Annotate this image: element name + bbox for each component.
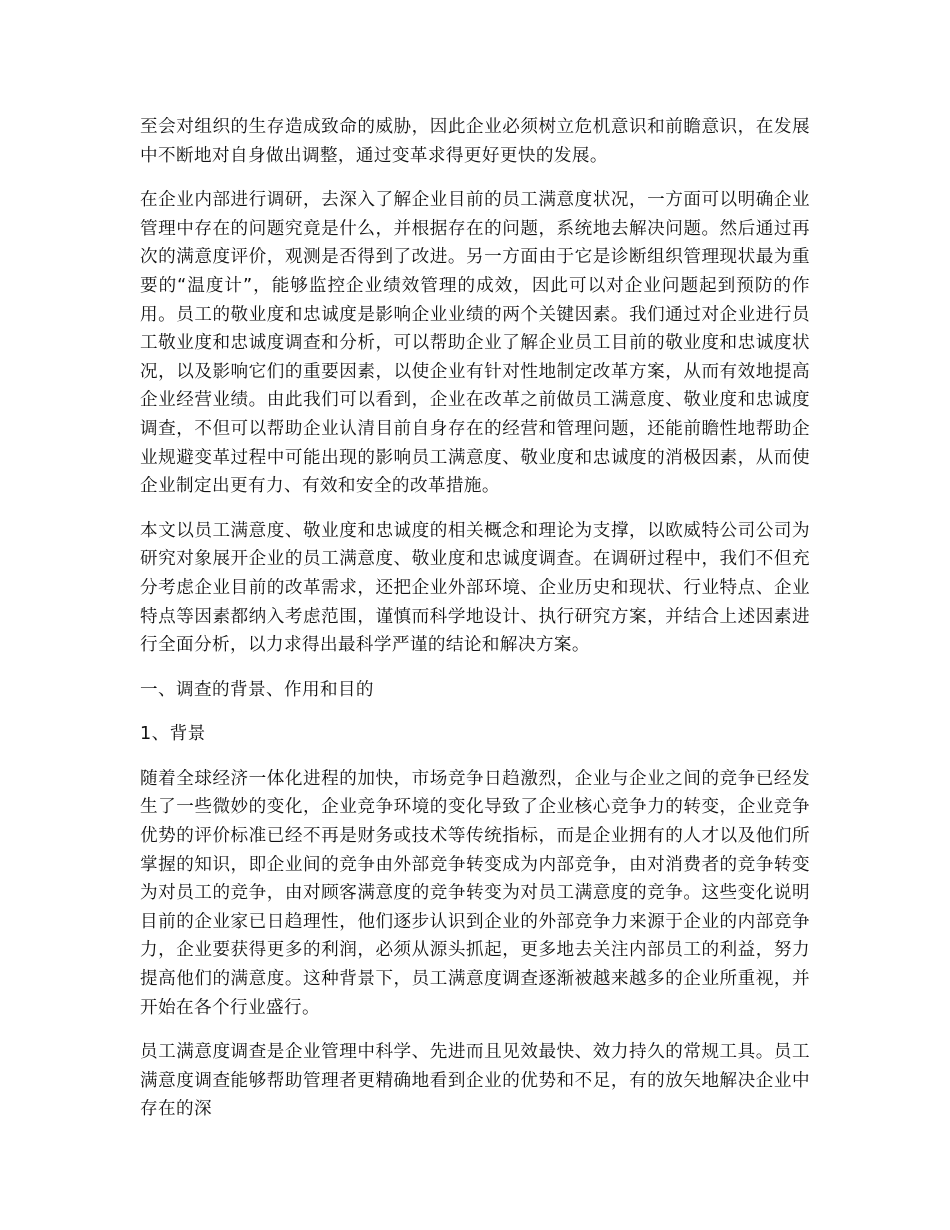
subsection-heading: 1、背景 — [140, 724, 206, 745]
paragraph-background: 随着全球经济一体化进程的加快，市场竞争日趋激烈，企业与企业之间的竞争已经发生了一些微妙的变化，企业竞争环境的变化导致了企业核心竞争力的转变，企业竞争优势的评价标准已经不再是财务或技术等传统指标，而是企业拥有的人才以及他们所掌握的知识，即企业间的竞争由外部竞争转变成为内部竞争，由对消费者的竞争转变为对员工的竞争，由对顾客满意度的竞争转变为对员工满意度的竞争。这些变化说明目前的企业家已日趋理性，他们逐步认识到企业的外部竞争力来源于企业的内部竞争力，企业要获得更多的利润，必须从源头抓起，更多地去关注内部员工的利益，努力提高他们的满意度。这种背景下，员工满意度调查逐渐被越来越多的企业所重视，并开始在各个行业盛行。 — [140, 768, 810, 1018]
paragraph-internal-survey: 在企业内部进行调研，去深入了解企业目前的员工满意度状况，一方面可以明确企业管理中存在的问题究竟是什么，并根据存在的问题，系统地去解决问题。然后通过再次的满意度评价，观测是否得到了改进。另一方面由于它是诊断组织管理现状最为重要的“温度计”，能够监控企业绩效管理的成效，因此可以对企业问题起到预防的作用。员工的敬业度和忠诚度是影响企业业绩的两个关键因素。我们通过对企业进行员工敬业度和忠诚度调查和分析，可以帮助企业了解企业员工目前的敬业度和忠诚度状况，以及影响它们的重要因素，以使企业有针对性地制定改革方案，从而有效地提高企业经营业绩。由此我们可以看到，企业在改革之前做员工满意度、敬业度和忠诚度调查，不但可以帮助企业认清目前自身存在的经营和管理问题，还能前瞻性地帮助企业规避变革过程中可能出现的影响员工满意度、敬业度和忠诚度的消极因素，从而使企业制定出更有力、有效和安全的改革措施。 — [140, 190, 810, 497]
section-heading: 一、调查的背景、作用和目的 — [140, 679, 374, 700]
document-page — [140, 113, 810, 1140]
paragraph-crisis-awareness: 至会对组织的生存造成致命的威胁，因此企业必须树立危机意识和前瞻意识，在发展中不断地对自身做出调整，通过变革求得更好更快的发展。 — [140, 117, 810, 166]
paragraph-survey-tool: 员工满意度调查是企业管理中科学、先进而且见效最快、效力持久的常规工具。员工满意度调查能够帮助管理者更精确地看到企业的优势和不足，有的放矢地解决企业中存在的深 — [140, 1042, 810, 1120]
paragraph-study-scope: 本文以员工满意度、敬业度和忠诚度的相关概念和理论为支撑，以欧威特公司公司为研究对象展开企业的员工满意度、敬业度和忠诚度调查。在调研过程中，我们不但充分考虑企业目前的改革需求，还把企业外部环境、企业历史和现状、行业特点、企业特点等因素都纳入考虑范围，谨慎而科学地设计、执行研究方案，并结合上述因素进行全面分析，以力求得出最科学严谨的结论和解决方案。 — [140, 520, 810, 656]
